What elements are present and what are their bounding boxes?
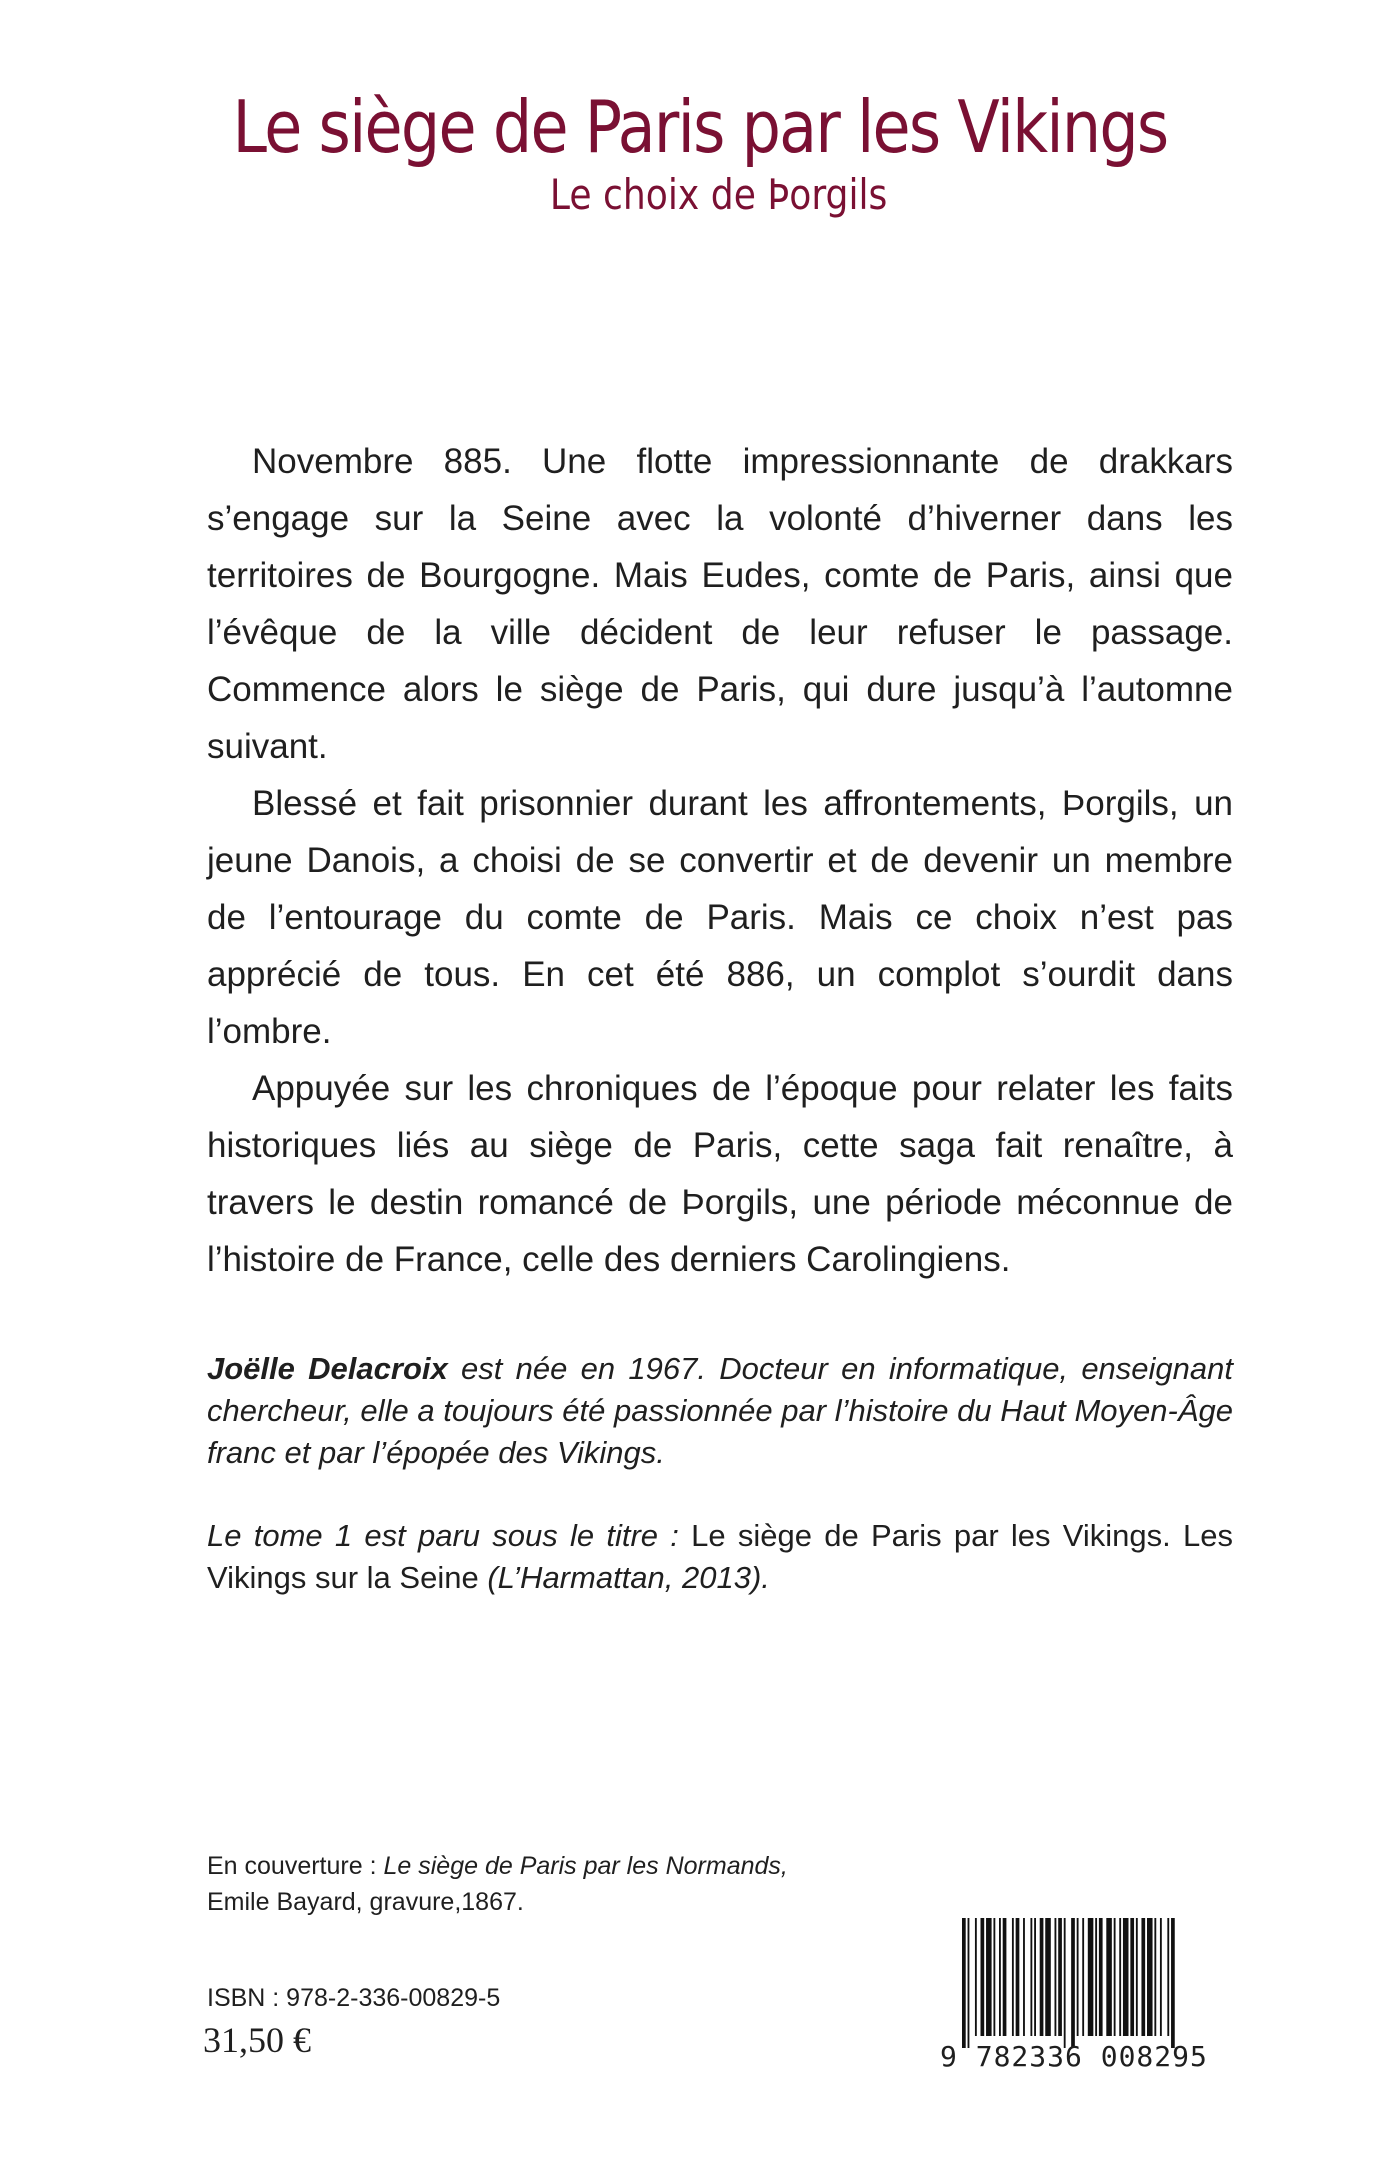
barcode-bar — [1095, 1918, 1097, 2036]
barcode-bar — [1167, 1918, 1169, 2036]
barcode-bar — [962, 1918, 966, 2048]
book-subtitle: Le choix de Þorgils — [549, 170, 888, 219]
barcode-bar — [1077, 1918, 1079, 2036]
book-title: Le siège de Paris par les Vikings — [232, 85, 1168, 169]
barcode-bar — [999, 1918, 1001, 2036]
barcode-bar — [975, 1918, 977, 2036]
barcode-icon — [960, 1918, 1234, 2048]
barcode-bar — [1071, 1918, 1075, 2048]
previous-volume-title: Le siège de Paris par les Vikings. Les Vikings sur la Seine — [207, 1518, 1233, 1595]
barcode-graphic — [960, 1918, 1234, 2048]
barcode-bar — [1034, 1918, 1036, 2036]
cover-credit-artist: Emile Bayard, gravure,1867. — [207, 1888, 524, 1916]
previous-volume-note — [207, 1515, 1233, 1599]
blurb-paragraph: Appuyée sur les chroniques de l’époque pour relater les faits historiques liés au siège de Paris, cette saga fait renaître, à travers le destin romancé de Þorgils, une période méconnue de l’histoire de France, celle des derniers Carolingiens. — [207, 1069, 1233, 1279]
barcode-bar — [1154, 1918, 1156, 2036]
barcode-bar — [1114, 1918, 1116, 2036]
barcode-bar — [968, 1918, 970, 2048]
barcode-bar — [1045, 1918, 1051, 2036]
isbn: ISBN : 978-2-336-00829-5 — [207, 1984, 501, 2012]
barcode-bar — [1147, 1918, 1153, 2036]
barcode-bar — [1136, 1918, 1138, 2036]
barcode-bar — [1040, 1918, 1044, 2036]
previous-volume-lead: Le tome 1 est paru sous le titre : — [207, 1518, 679, 1553]
barcode-bar — [1119, 1918, 1121, 2036]
back-cover-blurb — [207, 433, 1233, 1288]
author-name: Joëlle Delacroix — [207, 1351, 448, 1386]
barcode-bar — [1030, 1918, 1032, 2036]
cover-credit — [207, 1848, 807, 1920]
author-bio — [207, 1348, 1233, 1474]
previous-volume-publisher: (L’Harmattan, 2013). — [478, 1560, 770, 1595]
cover-credit-lead: En couverture : — [207, 1852, 384, 1880]
barcode-number: 9 782336 008295 — [940, 2040, 1208, 2073]
barcode-bar — [1141, 1918, 1145, 2036]
barcode-bar — [1012, 1918, 1014, 2036]
barcode-bar — [1088, 1918, 1094, 2036]
barcode-bar — [1106, 1918, 1112, 2036]
blurb-paragraph: Novembre 885. Une flotte impressionnante de drakkars s’engage sur la Seine avec la volonté d’hiverner dans les territoires de Bourgogne. Mais Eudes, comte de Paris, ainsi que l’évêque de la ville décident de leur refuser le passage. Commence alors le siège de Paris, qui dure jusqu’à l’automne suivant. — [207, 442, 1233, 766]
barcode-bar — [981, 1918, 985, 2036]
price: 31,50 € — [203, 2020, 311, 2060]
barcode-bar — [1171, 1918, 1175, 2048]
barcode-bar — [993, 1918, 995, 2036]
barcode-bar — [1055, 1918, 1057, 2036]
barcode-bar — [1023, 1918, 1025, 2036]
barcode-bar — [1130, 1918, 1134, 2036]
blurb-paragraph: Blessé et fait prisonnier durant les affrontements, Þorgils, un jeune Danois, a choisi de se convertir et de devenir un membre de l’entourage du comte de Paris. Mais ce choix n’est pas apprécié de tous. En cet été 886, un complot s’ourdit dans l’ombre. — [207, 784, 1233, 1051]
barcode-bar — [1064, 1918, 1066, 2048]
cover-credit-work: Le siège de Paris par les Normands, — [383, 1852, 788, 1880]
author-bio-text: est née en 1967. Docteur en informatique, enseignant chercheur, elle a toujours été passionnée par l’histoire du Haut Moyen-Âge franc et par l’épopée des Vikings. — [207, 1351, 1234, 1470]
barcode-bar — [1099, 1918, 1103, 2036]
barcode-bar — [1003, 1918, 1007, 2036]
barcode-bar — [1058, 1918, 1062, 2036]
barcode-bar — [1016, 1918, 1020, 2036]
barcode-bar — [986, 1918, 992, 2036]
barcode-bar — [1123, 1918, 1129, 2036]
barcode-bar — [1160, 1918, 1162, 2036]
barcode-bar — [1082, 1918, 1084, 2036]
